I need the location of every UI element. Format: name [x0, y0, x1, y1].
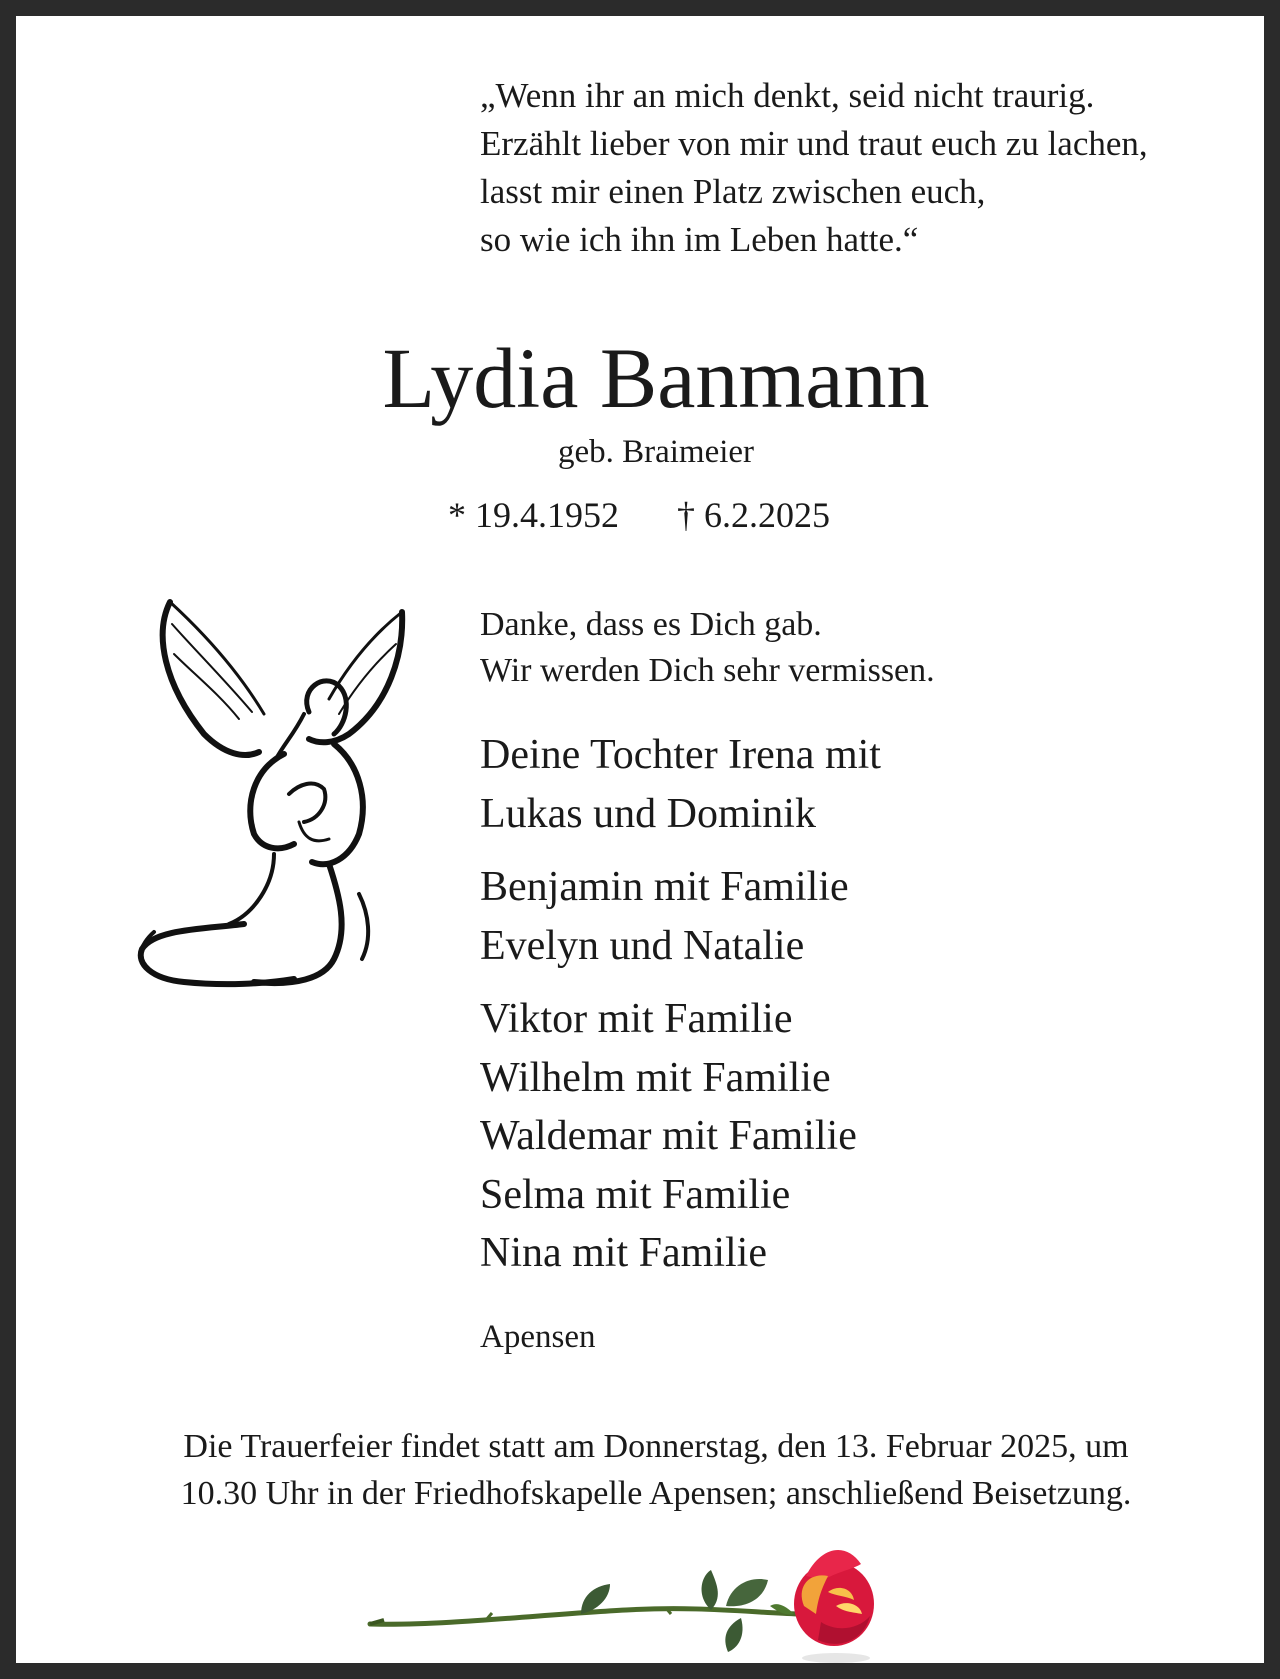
- family-line: Lukas und Dominik: [480, 790, 816, 837]
- family-line: Deine Tochter Irena mit: [480, 732, 881, 778]
- birth-date: * 19.4.1952: [448, 495, 619, 535]
- quote-line: Erzählt lieber von mir und traut euch zu lachen,: [480, 124, 1148, 163]
- ceremony-line: 10.30 Uhr in der Friedhofskapelle Apensen; anschließend Beisetzung.: [180, 1475, 1132, 1512]
- thanks-line: Danke, dass es Dich gab.: [480, 606, 822, 643]
- family-line: Waldemar mit Familie: [480, 1113, 857, 1159]
- birth-name: geb. Braimeier: [557, 434, 755, 470]
- family-line: Nina mit Familie: [480, 1230, 767, 1276]
- deceased-name: Lydia Banmann: [382, 330, 930, 426]
- family-group: [480, 990, 881, 1283]
- rose-icon: [366, 1536, 886, 1666]
- family-line: Viktor mit Familie: [480, 996, 793, 1042]
- death-date: † 6.2.2025: [677, 495, 830, 535]
- thanks-text: [480, 602, 935, 694]
- family-group: [480, 858, 881, 975]
- family-line: Selma mit Familie: [480, 1171, 791, 1218]
- place-name: Apensen: [480, 1319, 596, 1355]
- family-list: [480, 726, 881, 1283]
- life-dates: [448, 492, 830, 538]
- angel-icon: [134, 594, 420, 996]
- family-line: Wilhelm mit Familie: [480, 1054, 831, 1101]
- quote-line: lasst mir einen Platz zwischen euch,: [480, 172, 986, 211]
- quote-line: „Wenn ihr an mich denkt, seid nicht traurig.: [480, 76, 1095, 115]
- ceremony-line: Die Trauerfeier findet statt am Donnerstag, den 13. Februar 2025, um: [183, 1428, 1129, 1465]
- ceremony-notice: [16, 1423, 1280, 1517]
- memorial-quote: [480, 72, 1148, 264]
- quote-line: so wie ich ihn im Leben hatte.“: [480, 220, 919, 259]
- family-line: Benjamin mit Familie: [480, 864, 849, 910]
- family-group: [480, 726, 881, 843]
- thanks-line: Wir werden Dich sehr vermissen.: [480, 652, 935, 689]
- family-line: Evelyn und Natalie: [480, 922, 805, 969]
